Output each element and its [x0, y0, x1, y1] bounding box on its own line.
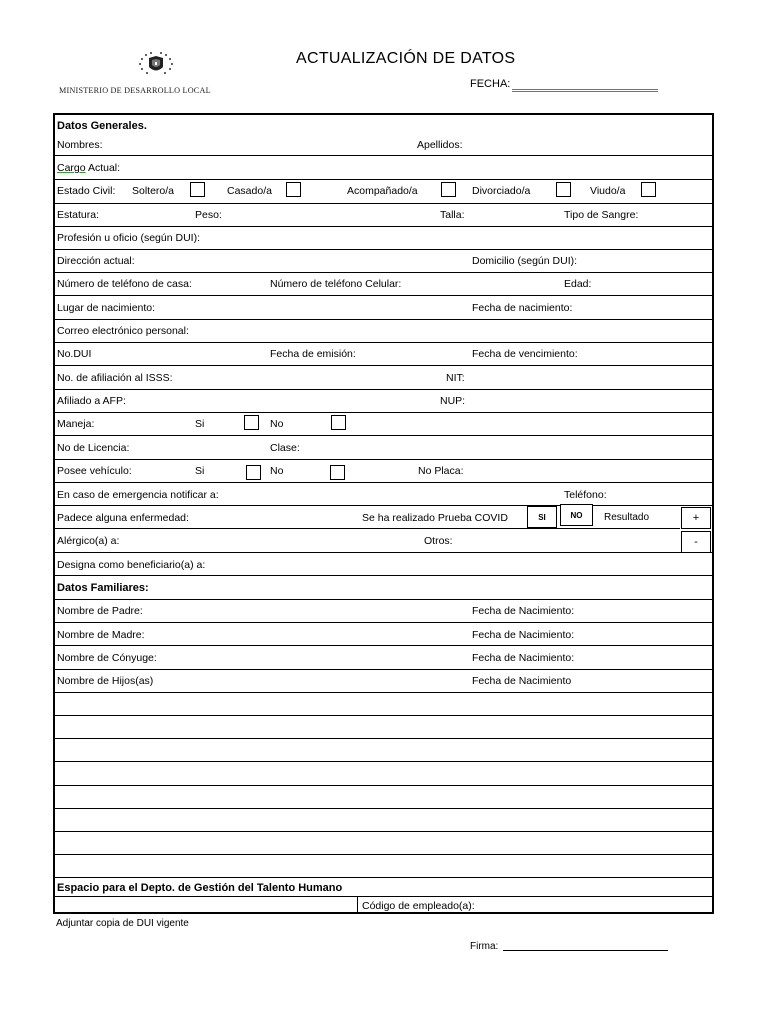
- adjuntar-note: Adjuntar copia de DUI vigente: [56, 918, 189, 929]
- row-divider: [55, 179, 712, 180]
- firma-label: Firma:: [470, 941, 499, 952]
- talla-label: Talla:: [440, 209, 465, 221]
- row-divider: [55, 669, 712, 670]
- telefono-label: Teléfono:: [564, 489, 607, 501]
- blank-row-divider: [55, 785, 712, 786]
- blank-row-divider: [55, 854, 712, 855]
- section-datos-familiares: Datos Familiares:: [57, 582, 149, 594]
- padre-label: Nombre de Padre:: [57, 605, 143, 617]
- estado-civil-label: Estado Civil:: [57, 185, 116, 197]
- covid-no-box[interactable]: NO: [560, 504, 593, 526]
- maneja-si-checkbox[interactable]: [244, 415, 259, 430]
- fecha-field-underline: [512, 91, 658, 92]
- vehiculo-label: Posee vehículo:: [57, 465, 132, 477]
- correo-label: Correo electrónico personal:: [57, 325, 189, 337]
- blank-row-divider: [55, 738, 712, 739]
- blank-row-divider: [55, 715, 712, 716]
- madre-label: Nombre de Madre:: [57, 629, 145, 641]
- soltero-label: Soltero/a: [132, 185, 175, 197]
- acompanado-label: Acompañado/a: [347, 185, 418, 197]
- tel-casa-label: Número de teléfono de casa:: [57, 278, 192, 290]
- otros-label: Otros:: [424, 535, 453, 547]
- padre-fecha-label: Fecha de Nacimiento:: [472, 605, 575, 617]
- isss-label: No. de afiliación al ISSS:: [57, 372, 173, 384]
- divorciado-checkbox[interactable]: [556, 182, 571, 197]
- apellidos-label: Apellidos:: [417, 139, 463, 151]
- row-divider: [55, 482, 712, 483]
- maneja-label: Maneja:: [57, 418, 95, 430]
- row-divider: [55, 552, 712, 553]
- nup-label: NUP:: [440, 395, 466, 407]
- row-divider: [55, 342, 712, 343]
- casado-label: Casado/a: [227, 185, 272, 197]
- peso-label: Peso:: [195, 209, 222, 221]
- direccion-label: Dirección actual:: [57, 255, 135, 267]
- data-update-form: [53, 113, 714, 914]
- vehiculo-no-label: No: [270, 465, 284, 477]
- fecha-vencimiento-label: Fecha de vencimiento:: [472, 348, 578, 360]
- fecha-label: FECHA:: [470, 78, 511, 90]
- row-divider: [55, 389, 712, 390]
- profesion-label: Profesión u oficio (según DUI):: [57, 232, 200, 244]
- hijos-fecha-label: Fecha de Nacimiento: [472, 675, 572, 687]
- row-divider: [55, 622, 712, 623]
- firma-field[interactable]: [503, 950, 668, 951]
- page-title: ACTUALIZACIÓN DE DATOS: [296, 50, 516, 67]
- nombres-label: Nombres:: [57, 139, 103, 151]
- no-dui-label: No.DUI: [57, 348, 92, 360]
- fecha-nacimiento-label: Fecha de nacimiento:: [472, 302, 573, 314]
- alergico-label: Alérgico(a) a:: [57, 535, 120, 547]
- codigo-empleado-label: Código de empleado(a):: [362, 900, 475, 912]
- casado-checkbox[interactable]: [286, 182, 301, 197]
- resultado-negative-box[interactable]: -: [681, 531, 711, 553]
- viudo-label: Viudo/a: [590, 185, 626, 197]
- blank-row-divider: [55, 877, 712, 878]
- tipo-sangre-label: Tipo de Sangre:: [564, 209, 639, 221]
- row-divider: [55, 226, 712, 227]
- row-divider: [55, 272, 712, 273]
- lugar-nacimiento-label: Lugar de nacimiento:: [57, 302, 156, 314]
- row-divider: [55, 528, 680, 529]
- resultado-positive-box[interactable]: +: [681, 507, 711, 529]
- row-divider: [55, 203, 712, 204]
- hijos-label: Nombre de Hijos(as): [57, 675, 154, 687]
- blank-row-divider: [55, 808, 712, 809]
- cargo-label: Cargo Actual:: [57, 162, 121, 174]
- clase-label: Clase:: [270, 442, 300, 454]
- enfermedad-label: Padece alguna enfermedad:: [57, 512, 189, 524]
- conyuge-label: Nombre de Cónyuge:: [57, 652, 157, 664]
- fecha-emision-label: Fecha de emisión:: [270, 348, 356, 360]
- coat-of-arms-icon: [134, 50, 178, 80]
- covid-si-box[interactable]: SI: [527, 506, 557, 528]
- placa-label: No Placa:: [418, 465, 464, 477]
- fecha-field[interactable]: [512, 89, 658, 90]
- row-divider: [55, 692, 712, 693]
- nit-label: NIT:: [446, 372, 465, 384]
- divorciado-label: Divorciado/a: [472, 185, 531, 197]
- vehiculo-si-checkbox[interactable]: [246, 465, 261, 480]
- afp-label: Afiliado a AFP:: [57, 395, 126, 407]
- row-divider: [55, 412, 712, 413]
- row-divider: [55, 645, 712, 646]
- row-divider: [55, 295, 712, 296]
- resultado-label: Resultado: [604, 512, 650, 523]
- row-divider: [55, 365, 712, 366]
- emergencia-label: En caso de emergencia notificar a:: [57, 489, 219, 501]
- row-divider: [55, 599, 712, 600]
- acompanado-checkbox[interactable]: [441, 182, 456, 197]
- madre-fecha-label: Fecha de Nacimiento:: [472, 629, 575, 641]
- vehiculo-no-checkbox[interactable]: [330, 465, 345, 480]
- domicilio-label: Domicilio (según DUI):: [472, 255, 578, 267]
- licencia-label: No de Licencia:: [57, 442, 130, 454]
- row-divider: [55, 319, 712, 320]
- tel-celular-label: Número de teléfono Celular:: [270, 278, 402, 290]
- row-divider: [55, 459, 712, 460]
- blank-row-divider: [55, 761, 712, 762]
- maneja-si-label: Si: [195, 418, 205, 430]
- covid-label: Se ha realizado Prueba COVID: [362, 512, 508, 524]
- edad-label: Edad:: [564, 278, 592, 290]
- beneficiario-label: Designa como beneficiario(a) a:: [57, 559, 206, 571]
- column-divider: [357, 896, 358, 914]
- vehiculo-si-label: Si: [195, 465, 205, 477]
- row-divider: [55, 505, 712, 506]
- row-divider: [55, 896, 712, 897]
- section-rrhh: Espacio para el Depto. de Gestión del Talento Humano: [57, 882, 343, 894]
- section-datos-generales: Datos Generales.: [57, 120, 147, 132]
- estatura-label: Estatura:: [57, 209, 100, 221]
- row-divider: [55, 249, 712, 250]
- maneja-no-checkbox[interactable]: [331, 415, 346, 430]
- maneja-no-label: No: [270, 418, 284, 430]
- soltero-checkbox[interactable]: [190, 182, 205, 197]
- row-divider: [55, 155, 712, 156]
- blank-row-divider: [55, 831, 712, 832]
- viudo-checkbox[interactable]: [641, 182, 656, 197]
- ministry-name: MINISTERIO DE DESARROLLO LOCAL: [59, 86, 211, 95]
- row-divider: [55, 575, 712, 576]
- row-divider: [55, 435, 712, 436]
- conyuge-fecha-label: Fecha de Nacimiento:: [472, 652, 575, 664]
